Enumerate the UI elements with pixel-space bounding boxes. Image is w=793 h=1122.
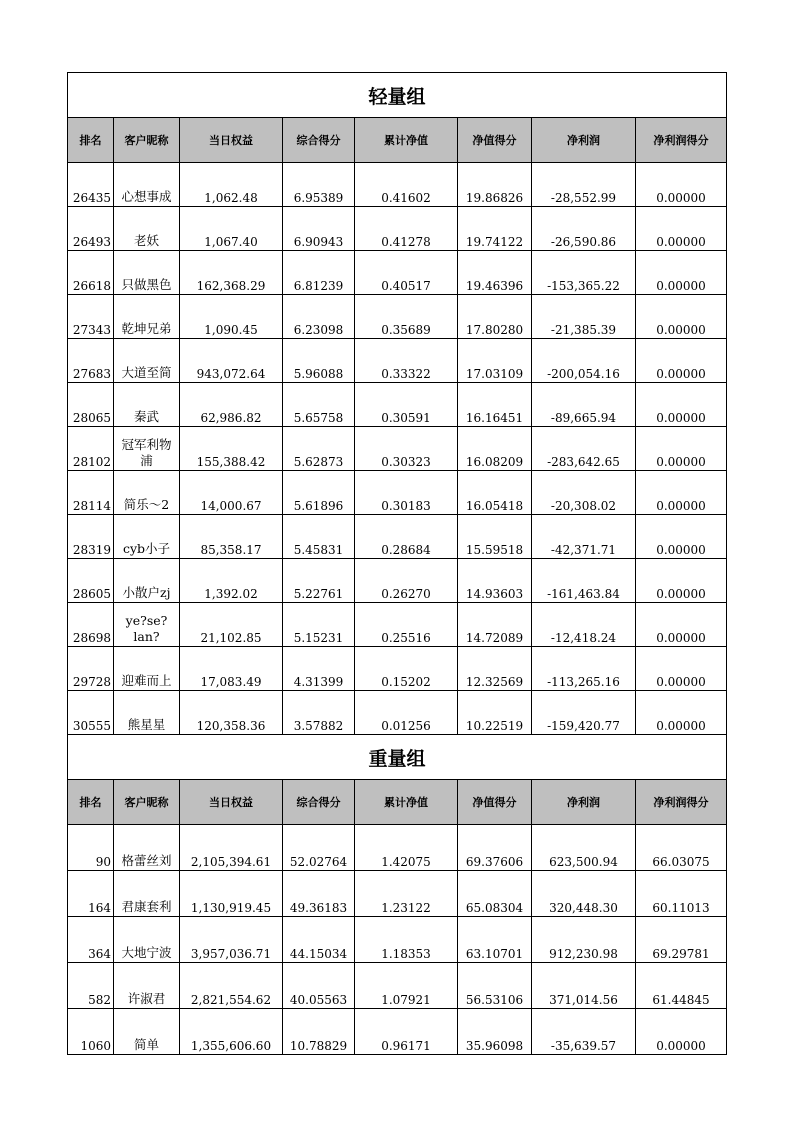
score-cell: 5.22761 [283,559,355,603]
equity-cell: 1,090.45 [180,295,283,339]
score-cell: 5.96088 [283,339,355,383]
equity-cell: 1,392.02 [180,559,283,603]
profit-cell: -113,265.16 [532,647,636,691]
rank-cell: 28102 [68,427,114,471]
table-row [68,691,727,735]
header-nav-score: 净值得分 [458,780,532,825]
profit-score-cell: 0.00000 [636,471,727,515]
table-row [68,471,727,515]
light-group-title-row [68,73,727,118]
table-row [68,559,727,603]
nav-score-cell: 12.32569 [458,647,532,691]
nav-cell: 0.28684 [355,515,458,559]
score-cell: 4.31399 [283,647,355,691]
nav-cell: 0.01256 [355,691,458,735]
profit-cell: -42,371.71 [532,515,636,559]
profit-score-cell: 60.11013 [636,871,727,917]
rank-cell: 27683 [68,339,114,383]
profit-score-cell: 0.00000 [636,515,727,559]
profit-score-cell: 69.29781 [636,917,727,963]
heavy-group-header-row [68,780,727,825]
ranking-sheet [67,72,726,1055]
rank-cell: 164 [68,871,114,917]
score-cell: 5.45831 [283,515,355,559]
equity-cell: 1,355,606.60 [180,1009,283,1055]
profit-cell: 623,500.94 [532,825,636,871]
profit-cell: -12,418.24 [532,603,636,647]
nickname-cell: 许淑君 [114,963,180,1009]
profit-score-cell: 0.00000 [636,339,727,383]
nav-score-cell: 63.10701 [458,917,532,963]
nav-cell: 0.41602 [355,163,458,207]
equity-cell: 943,072.64 [180,339,283,383]
ranking-table [67,72,727,1055]
equity-cell: 2,821,554.62 [180,963,283,1009]
profit-score-cell: 0.00000 [636,251,727,295]
table-row [68,647,727,691]
nav-cell: 0.30591 [355,383,458,427]
profit-cell: -28,552.99 [532,163,636,207]
equity-cell: 21,102.85 [180,603,283,647]
equity-cell: 62,986.82 [180,383,283,427]
nav-cell: 0.25516 [355,603,458,647]
equity-cell: 85,358.17 [180,515,283,559]
nav-score-cell: 19.74122 [458,207,532,251]
table-row [68,825,727,871]
header-profit: 净利润 [532,780,636,825]
nickname-cell: 老妖 [114,207,180,251]
nav-cell: 0.33322 [355,339,458,383]
nickname-cell: 小散户zj [114,559,180,603]
score-cell: 5.15231 [283,603,355,647]
profit-score-cell: 0.00000 [636,207,727,251]
profit-cell: -20,308.02 [532,471,636,515]
rank-cell: 90 [68,825,114,871]
nickname-cell: 冠军利物浦 [114,427,180,471]
profit-score-cell: 0.00000 [636,603,727,647]
light-group-header-row [68,118,727,163]
profit-cell: -161,463.84 [532,559,636,603]
equity-cell: 1,067.40 [180,207,283,251]
equity-cell: 162,368.29 [180,251,283,295]
score-cell: 5.61896 [283,471,355,515]
rank-cell: 582 [68,963,114,1009]
profit-score-cell: 0.00000 [636,691,727,735]
equity-cell: 3,957,036.71 [180,917,283,963]
header-profit-score: 净利润得分 [636,118,727,163]
header-profit-score: 净利润得分 [636,780,727,825]
profit-cell: 912,230.98 [532,917,636,963]
nickname-cell: 迎难而上 [114,647,180,691]
profit-cell: -200,054.16 [532,339,636,383]
score-cell: 5.65758 [283,383,355,427]
nickname-cell: 大地宁波 [114,917,180,963]
rank-cell: 28114 [68,471,114,515]
rank-cell: 26493 [68,207,114,251]
rank-cell: 30555 [68,691,114,735]
nav-score-cell: 19.86826 [458,163,532,207]
rank-cell: 364 [68,917,114,963]
heavy-group-title-row [68,735,727,780]
nav-cell: 0.35689 [355,295,458,339]
profit-score-cell: 0.00000 [636,295,727,339]
profit-score-cell: 0.00000 [636,647,727,691]
nav-cell: 0.26270 [355,559,458,603]
table-row [68,515,727,559]
profit-score-cell: 0.00000 [636,427,727,471]
equity-cell: 1,062.48 [180,163,283,207]
nickname-cell: 心想事成 [114,163,180,207]
header-rank: 排名 [68,118,114,163]
header-rank: 排名 [68,780,114,825]
score-cell: 52.02764 [283,825,355,871]
score-cell: 6.95389 [283,163,355,207]
profit-cell: -21,385.39 [532,295,636,339]
nav-cell: 1.07921 [355,963,458,1009]
rank-cell: 26618 [68,251,114,295]
profit-score-cell: 0.00000 [636,1009,727,1055]
profit-score-cell: 66.03075 [636,825,727,871]
table-row [68,339,727,383]
nickname-cell: 只做黑色 [114,251,180,295]
nav-cell: 1.18353 [355,917,458,963]
heavy-group-title: 重量组 [68,735,727,780]
header-nav: 累计净值 [355,118,458,163]
table-row [68,603,727,647]
nav-score-cell: 56.53106 [458,963,532,1009]
header-nickname: 客户昵称 [114,780,180,825]
profit-score-cell: 0.00000 [636,383,727,427]
equity-cell: 120,358.36 [180,691,283,735]
nickname-cell: 简乐～2 [114,471,180,515]
nickname-cell: 大道至简 [114,339,180,383]
header-profit: 净利润 [532,118,636,163]
nav-score-cell: 15.59518 [458,515,532,559]
rank-cell: 28319 [68,515,114,559]
header-equity: 当日权益 [180,780,283,825]
nav-cell: 0.40517 [355,251,458,295]
table-row [68,427,727,471]
nav-cell: 0.41278 [355,207,458,251]
table-row [68,295,727,339]
score-cell: 6.23098 [283,295,355,339]
nickname-cell: 格蕾丝刘 [114,825,180,871]
equity-cell: 1,130,919.45 [180,871,283,917]
table-row [68,251,727,295]
nickname-cell: 乾坤兄弟 [114,295,180,339]
nav-score-cell: 14.72089 [458,603,532,647]
table-row [68,163,727,207]
nav-score-cell: 17.80280 [458,295,532,339]
profit-cell: -159,420.77 [532,691,636,735]
rank-cell: 28065 [68,383,114,427]
nav-score-cell: 65.08304 [458,871,532,917]
nav-cell: 0.30183 [355,471,458,515]
score-cell: 3.57882 [283,691,355,735]
profit-score-cell: 0.00000 [636,559,727,603]
nav-score-cell: 17.03109 [458,339,532,383]
rank-cell: 28605 [68,559,114,603]
score-cell: 49.36183 [283,871,355,917]
nav-score-cell: 10.22519 [458,691,532,735]
score-cell: 6.81239 [283,251,355,295]
nav-cell: 1.42075 [355,825,458,871]
nav-cell: 0.30323 [355,427,458,471]
rank-cell: 26435 [68,163,114,207]
nav-cell: 1.23122 [355,871,458,917]
rank-cell: 29728 [68,647,114,691]
profit-cell: -89,665.94 [532,383,636,427]
profit-cell: -26,590.86 [532,207,636,251]
profit-cell: 371,014.56 [532,963,636,1009]
nickname-cell: 秦武 [114,383,180,427]
profit-cell: 320,448.30 [532,871,636,917]
header-nav-score: 净值得分 [458,118,532,163]
profit-cell: -35,639.57 [532,1009,636,1055]
header-nickname: 客户昵称 [114,118,180,163]
rank-cell: 1060 [68,1009,114,1055]
table-row [68,871,727,917]
score-cell: 5.62873 [283,427,355,471]
equity-cell: 14,000.67 [180,471,283,515]
equity-cell: 2,105,394.61 [180,825,283,871]
nickname-cell: ye?se?lan? [114,603,180,647]
equity-cell: 155,388.42 [180,427,283,471]
table-row [68,1009,727,1055]
nav-score-cell: 35.96098 [458,1009,532,1055]
profit-score-cell: 0.00000 [636,163,727,207]
rank-cell: 27343 [68,295,114,339]
nickname-cell: 君康套利 [114,871,180,917]
nav-cell: 0.15202 [355,647,458,691]
nav-score-cell: 16.08209 [458,427,532,471]
header-score: 综合得分 [283,118,355,163]
header-nav: 累计净值 [355,780,458,825]
nav-score-cell: 19.46396 [458,251,532,295]
header-equity: 当日权益 [180,118,283,163]
profit-cell: -283,642.65 [532,427,636,471]
score-cell: 40.05563 [283,963,355,1009]
table-row [68,207,727,251]
light-group-title: 轻量组 [68,73,727,118]
profit-score-cell: 61.44845 [636,963,727,1009]
nav-score-cell: 16.16451 [458,383,532,427]
table-row [68,917,727,963]
nav-score-cell: 16.05418 [458,471,532,515]
score-cell: 10.78829 [283,1009,355,1055]
nickname-cell: 简单 [114,1009,180,1055]
nav-cell: 0.96171 [355,1009,458,1055]
profit-cell: -153,365.22 [532,251,636,295]
nav-score-cell: 14.93603 [458,559,532,603]
table-row [68,963,727,1009]
score-cell: 44.15034 [283,917,355,963]
rank-cell: 28698 [68,603,114,647]
header-score: 综合得分 [283,780,355,825]
equity-cell: 17,083.49 [180,647,283,691]
nickname-cell: 熊星星 [114,691,180,735]
score-cell: 6.90943 [283,207,355,251]
nickname-cell: cyb小子 [114,515,180,559]
nav-score-cell: 69.37606 [458,825,532,871]
table-row [68,383,727,427]
